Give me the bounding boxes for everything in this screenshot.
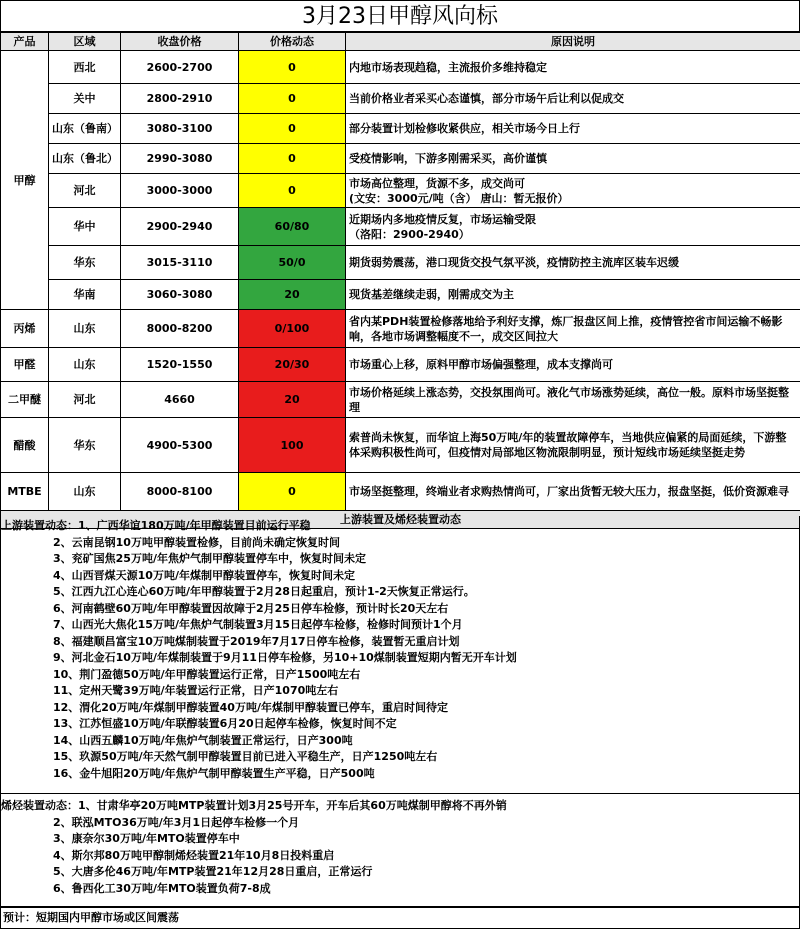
- reason-cell: [346, 174, 800, 208]
- list-item: 12、渭化20万吨/年煤制甲醇装置40万吨/年煤制甲醇装置已停车，重启时间待定: [53, 700, 448, 714]
- header-reason: 原因说明: [346, 33, 800, 51]
- list-item: 3、康奈尔30万吨/年MTO装置停车中: [53, 832, 240, 845]
- list-item: 6、河南鹤壁60万吨/年甲醇装置因故障于2月25日停车检修，预计时长20天左右: [53, 601, 449, 615]
- price-cell: 3080-3100: [121, 114, 239, 144]
- table-row: [1, 84, 800, 114]
- upstream-panel: [0, 516, 800, 794]
- price-cell: 4660: [121, 382, 239, 418]
- dynamic-cell: 20/30: [239, 348, 346, 382]
- table-row: [1, 310, 800, 348]
- list-item: 10、荆门盈德50万吨/年甲醇装置运行正常，日产1500吨左右: [53, 667, 361, 681]
- price-cell: 3000-3000: [121, 174, 239, 208]
- region-cell: 华中: [49, 208, 121, 246]
- dynamic-cell: 0/100: [239, 310, 346, 348]
- table-row: [1, 280, 800, 310]
- region-cell: 华南: [49, 280, 121, 310]
- reason-cell: 市场价格延续上涨态势，交投氛围尚可。液化气市场涨势延续，高位一般。原料市场坚挺整理: [346, 382, 800, 418]
- header-dynamic: 价格动态: [239, 33, 346, 51]
- region-cell: 河北: [49, 174, 121, 208]
- price-cell: 2990-3080: [121, 144, 239, 174]
- region-cell: 山东（鲁南）: [49, 114, 121, 144]
- price-cell: 1520-1550: [121, 348, 239, 382]
- dynamic-cell: 60/80: [239, 208, 346, 246]
- list-item: 9、河北金石10万吨/年煤制装置于9月11日停车检修，另10+10煤制装置短期内暂无开车计划: [53, 651, 517, 664]
- table-row: [1, 418, 800, 473]
- list-item: 8、福建顺昌富宝10万吨煤制装置于2019年7月17日停车检修，装置暂无重启计划: [53, 634, 460, 648]
- list-item: 7、山西光大焦化15万吨/年焦炉气制装置3月15日起停车检修，检修时间预计1个月: [53, 618, 463, 631]
- region-cell: 山东: [49, 310, 121, 348]
- dynamic-cell: 100: [239, 418, 346, 473]
- olefin-panel: [0, 794, 800, 907]
- dynamic-cell: 0: [239, 174, 346, 208]
- upstream-lead: 上游装置动态：: [1, 519, 78, 532]
- region-cell: 华东: [49, 418, 121, 473]
- reason-cell: 期货弱势震荡，港口现货交投气氛平淡，疫情防控主流库区装车迟缓: [346, 246, 800, 280]
- list-item: 4、山西晋煤天源10万吨/年煤制甲醇装置停车，恢复时间未定: [53, 568, 355, 582]
- product-acetic-acid: 醋酸: [1, 418, 49, 473]
- table-row: [1, 144, 800, 174]
- table-row: [1, 348, 800, 382]
- list-item: 5、江西九江心连心60万吨/年甲醇装置于2月28日起重启，预计1-2天恢复正常运行。: [53, 585, 475, 598]
- page-title: 3月23日甲醇风向标: [0, 0, 800, 32]
- product-formaldehyde: 甲醛: [1, 348, 49, 382]
- olefin-lead: 烯烃装置动态：: [1, 799, 78, 812]
- price-cell: 3060-3080: [121, 280, 239, 310]
- reason-cell: 省内某PDH装置检修落地给予利好支撑，炼厂报盘区间上推，疫情管控省市间运输不畅影响，各地市场调整幅度不一，成交区间拉大: [346, 310, 800, 348]
- table-row: [1, 208, 800, 246]
- list-item: 1、广西华谊180万吨/年甲醇装置目前运行平稳: [78, 519, 311, 532]
- reason-line: (文安：3000元/吨（含） 唐山：暂无报价）: [349, 191, 569, 205]
- list-item: 6、鲁西化工30万吨/年MTO装置负荷7-8成: [53, 881, 271, 895]
- dynamic-cell: 0: [239, 51, 346, 84]
- dynamic-cell: 0: [239, 473, 346, 511]
- list-item: 2、联泓MTO36万吨/年3月1日起停车检修一个月: [53, 815, 300, 829]
- list-item: 11、定州天鹭39万吨/年装置运行正常，日产1070吨左右: [53, 684, 339, 697]
- reason-cell: 市场坚挺整理，终端业者求购热情尚可，厂家出货暂无较大压力，报盘坚挺，低价资源难寻: [346, 473, 800, 511]
- reason-line: 近期场内多地疫情反复，市场运输受限: [349, 212, 536, 226]
- region-cell: 山东（鲁北）: [49, 144, 121, 174]
- reason-cell: 索普尚未恢复，而华谊上海50万吨/年的装置故障停车，当地供应偏紧的局面延续，下游整体采购积极性尚可，但疫情对局部地区物流限制明显，预计短线市场延续坚挺走势: [346, 418, 800, 473]
- reason-line: 市场高位整理，货源不多，成交尚可: [349, 176, 525, 190]
- reason-cell: 市场重心上移，原料甲醇市场偏强整理，成本支撑尚可: [346, 348, 800, 382]
- header-product: 产品: [1, 33, 49, 51]
- forecast-text: 预计：短期国内甲醇市场或区间震荡: [0, 907, 800, 929]
- reason-cell: 内地市场表现趋稳，主流报价多维持稳定: [346, 51, 800, 84]
- reason-cell: 部分装置计划检修收紧供应，相关市场今日上行: [346, 114, 800, 144]
- header-price: 收盘价格: [121, 33, 239, 51]
- table-row: [1, 114, 800, 144]
- product-mtbe: MTBE: [1, 473, 49, 511]
- price-cell: 8000-8200: [121, 310, 239, 348]
- table-row: [1, 246, 800, 280]
- table-row: [1, 174, 800, 208]
- region-cell: 山东: [49, 348, 121, 382]
- price-cell: 2900-2940: [121, 208, 239, 246]
- list-item: 14、山西五麟10万吨/年焦炉气制装置正常运行，日产300吨: [53, 733, 353, 747]
- list-item: 3、兖矿国焦25万吨/年焦炉气制甲醇装置停车中，恢复时间未定: [53, 552, 366, 565]
- reason-cell: 现货基差继续走弱，刚需成交为主: [346, 280, 800, 310]
- price-cell: 2800-2910: [121, 84, 239, 114]
- dynamic-cell: 0: [239, 144, 346, 174]
- table-header-row: [1, 33, 800, 51]
- dynamic-cell: 0: [239, 84, 346, 114]
- list-item: 2、云南昆钢10万吨甲醇装置检修，目前尚未确定恢复时间: [53, 535, 340, 549]
- price-cell: 8000-8100: [121, 473, 239, 511]
- list-item: 13、江苏恒盛10万吨/年联醇装置6月20日起停车检修，恢复时间不定: [53, 717, 397, 730]
- price-table: [0, 32, 800, 529]
- price-cell: 4900-5300: [121, 418, 239, 473]
- list-item: 4、斯尔邦80万吨甲醇制烯烃装置21年10月8日投料重启: [53, 848, 335, 862]
- reason-cell: 当前价格业者采买心态谨慎，部分市场午后让利以促成交: [346, 84, 800, 114]
- region-cell: 河北: [49, 382, 121, 418]
- table-row: [1, 382, 800, 418]
- product-dme: 二甲醚: [1, 382, 49, 418]
- reason-cell: [346, 208, 800, 246]
- header-region: 区域: [49, 33, 121, 51]
- region-cell: 华东: [49, 246, 121, 280]
- price-cell: 2600-2700: [121, 51, 239, 84]
- reason-cell: 受疫情影响，下游多刚需采买，高价谨慎: [346, 144, 800, 174]
- region-cell: 山东: [49, 473, 121, 511]
- region-cell: 西北: [49, 51, 121, 84]
- product-methanol: 甲醇: [1, 51, 49, 310]
- dynamic-cell: 20: [239, 280, 346, 310]
- dynamic-cell: 0: [239, 114, 346, 144]
- table-row: [1, 473, 800, 511]
- list-item: 5、大唐多伦46万吨/年MTP装置21年12月28日重启，正常运行: [53, 865, 373, 878]
- list-item: 16、金牛旭阳20万吨/年焦炉气制甲醇装置生产平稳，日产500吨: [53, 766, 375, 780]
- reason-line: （洛阳：2900-2940）: [349, 227, 470, 241]
- table-row: [1, 51, 800, 84]
- product-propylene: 丙烯: [1, 310, 49, 348]
- list-item: 15、玖源50万吨/年天然气制甲醇装置目前已进入平稳生产，日产1250吨左右: [53, 750, 438, 763]
- dynamic-cell: 20: [239, 382, 346, 418]
- list-item: 1、甘肃华亭20万吨MTP装置计划3月25号开车，开车后其60万吨煤制甲醇将不再外销: [78, 799, 507, 812]
- section-title: 上游装置及烯烃装置动态: [1, 511, 800, 529]
- price-cell: 3015-3110: [121, 246, 239, 280]
- dynamic-cell: 50/0: [239, 246, 346, 280]
- region-cell: 关中: [49, 84, 121, 114]
